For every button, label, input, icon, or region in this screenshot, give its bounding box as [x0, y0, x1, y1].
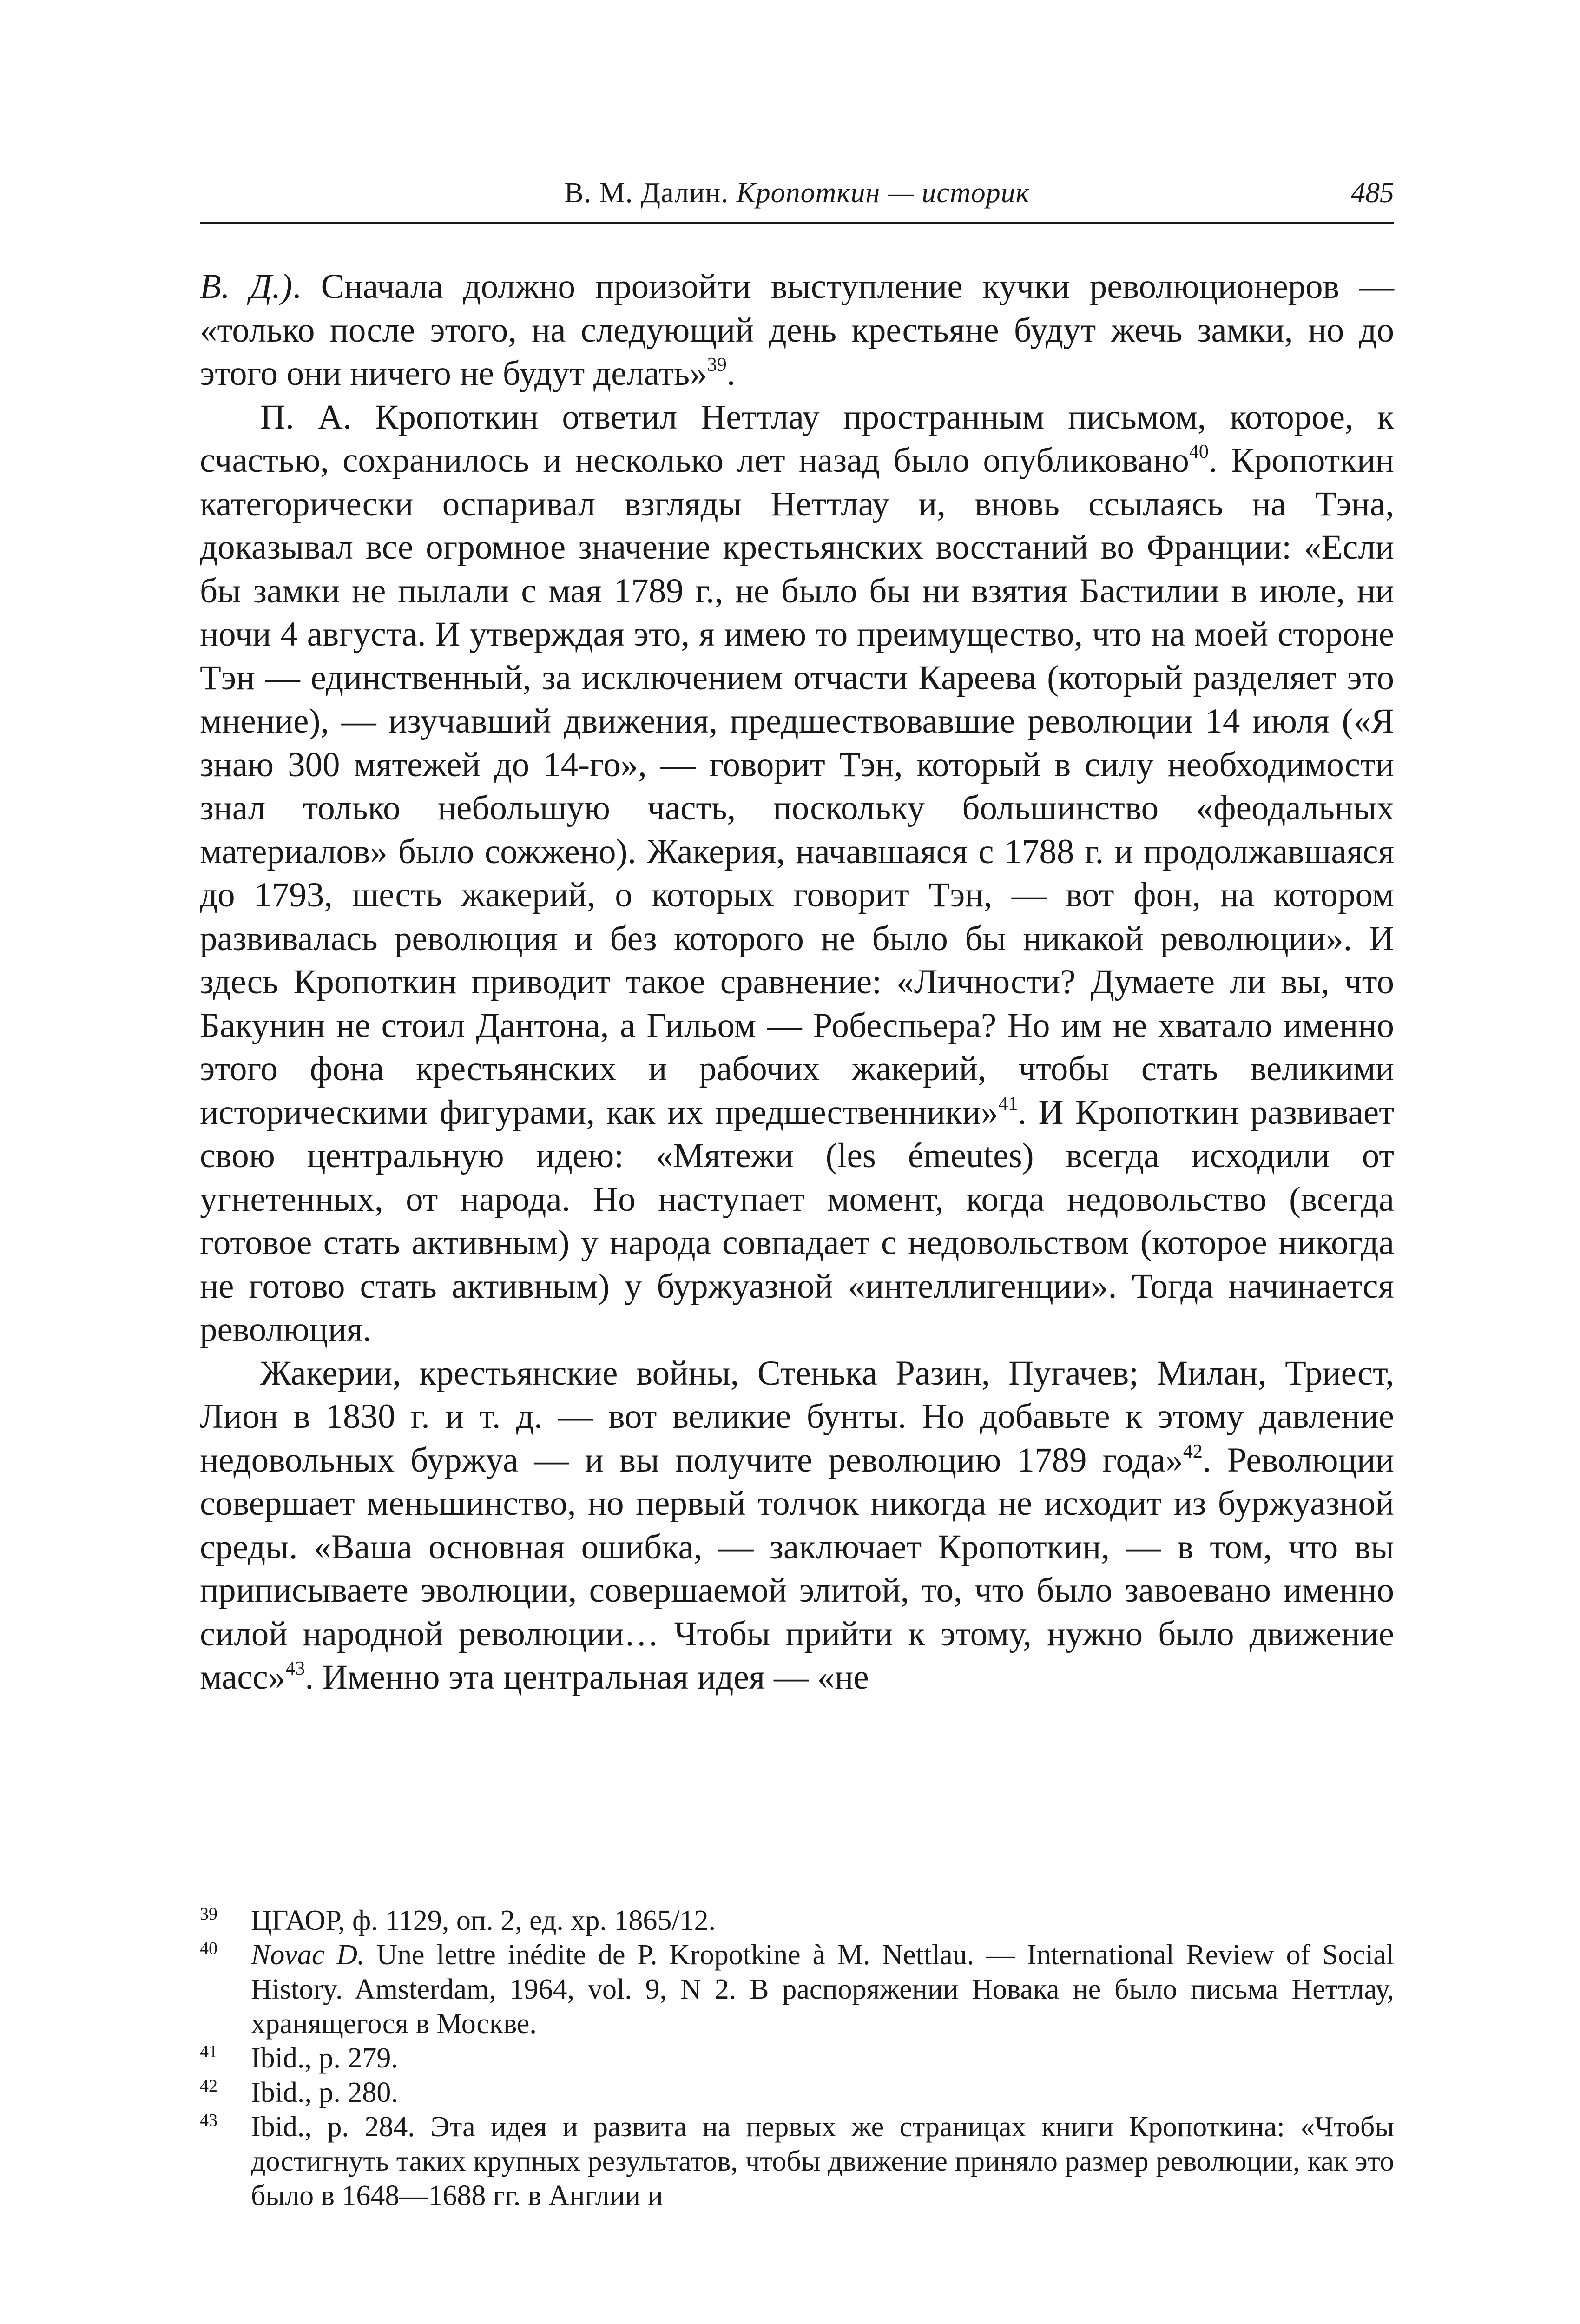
paragraph-text: Жакерии, крестьянские войны, Стенька Разин, Пугачев; Милан, Триест, Лион в 1830 г. и т. д. — вот великие бунты. Но добавьте к этому давление недовольных буржуа — и вы получите революцию 1789 года»: [200, 1353, 1394, 1479]
running-head-author: В. М. Далин.: [564, 177, 729, 209]
page-header: [200, 177, 1394, 228]
footnote-40: [200, 1938, 1394, 2041]
paragraph-lead: В. Д.): [200, 267, 292, 306]
footnote-ref-42[interactable]: 42: [1183, 1440, 1203, 1462]
footnote-text: [251, 1939, 1394, 2040]
paragraph-tail: .: [726, 354, 736, 393]
paragraph-text: П. А. Кропоткин ответил Неттлау пространным письмом, которое, к счастью, сохранилось и несколько лет назад было опубликовано: [200, 397, 1394, 480]
page-number: 485: [1351, 177, 1394, 209]
paragraph-2: [200, 396, 1394, 1352]
footnote-number: 43: [200, 2111, 217, 2130]
footnote-42: [200, 2075, 1394, 2110]
paragraph-1: [200, 265, 1394, 396]
paragraph-tail: . Именно эта центральная идея — «не: [305, 1658, 869, 1697]
footnote-number: 41: [200, 2042, 217, 2061]
running-head-title: Кропоткин — историк: [736, 177, 1030, 209]
footnote-text: Ibid., p. 279.: [251, 2042, 398, 2074]
paragraph-tail: . И Кропоткин развивает свою центральную идею: «Мятежи (les émeutes) всегда исходили от угнетенных, от народа. Но наступает момент, когда недовольство (всегда готовое стать активным) у народа совпадает с недовольством (которое никогда не готово стать активным) у буржуазной «интеллигенции». Тогда начинается революция.: [200, 1093, 1394, 1349]
footnote-43: [200, 2110, 1394, 2213]
footnote-text: ЦГАОР, ф. 1129, оп. 2, ед. хр. 1865/12.: [251, 1905, 716, 1936]
footnote-number: 42: [200, 2076, 217, 2096]
footnote-41: [200, 2041, 1394, 2075]
footnote-number: 40: [200, 1939, 217, 1958]
footnote-citation: Une lettre inédite de P. Kropotkine à M. Nettlau. — International Review of Social History. Amsterdam, 1964, vol. 9, N 2. В распоряжении Новака не было письма Неттлау, хранящегося в Москве.: [251, 1939, 1394, 2040]
footnote-text: Ibid., p. 280.: [251, 2077, 398, 2108]
footnote-ref-41[interactable]: 41: [998, 1093, 1018, 1115]
footnote-ref-40[interactable]: 40: [1189, 441, 1209, 462]
paragraph-text-continued: . Кропоткин категорически оспаривал взгляды Неттлау и, вновь ссылаясь на Тэна, доказывал все огромное значение крестьянских восстаний во Франции: «Если бы замки не пылали с мая 1789 г., не было бы ни взятия Бастилии в июле, ни ночи 4 августа. И утверждая это, я имею то преимущество, что на моей стороне Тэн — единственный, за исключением отчасти Кареева (который разделяет это мнение), — изучавший движения, предшествовавшие революции 14 июля («Я знаю 300 мятежей до 14-го», — говорит Тэн, который в силу необходимости знал только небольшую часть, поскольку большинство «феодальных материалов» было сожжено). Жакерия, начавшаяся с 1788 г. и продолжавшаяся до 1793, шесть жакерий, о которых говорит Тэн, — вот фон, на котором развивалась революция и без которого не было бы никакой революции». И здесь Кропоткин приводит такое сравнение: «Личности? Думаете ли вы, что Бакунин не стоил Дантона, а Гильом — Робеспьера? Но им не хватало именно этого фона крестьянских и рабочих жакерий, чтобы стать великими историческими фигурами, как их предшественники»: [200, 441, 1394, 1132]
footnote-ref-39[interactable]: 39: [707, 354, 727, 376]
footnote-39: [200, 1903, 1394, 1938]
footnote-author: Novac D.: [251, 1939, 365, 1971]
running-head: [200, 177, 1394, 210]
footnotes: [200, 1903, 1394, 2213]
footnote-ref-43[interactable]: 43: [285, 1658, 305, 1679]
footnote-text: Ibid., p. 284. Эта идея и развита на первых же страницах книги Кропоткина: «Чтобы достигнуть таких крупных результатов, чтобы движение приняло размер революции, как это было в 1648—1688 гг. в Англии и: [251, 2111, 1394, 2212]
paragraph-text-continued: . Революции совершает меньшинство, но первый толчок никогда не исходит из буржуазной среды. «Ваша основная ошибка, — заключает Кропоткин, — в том, что вы приписываете эволюции, совершаемой элитой, то, что было завоевано именно силой народной революции… Чтобы прийти к этому, нужно было движение масс»: [200, 1440, 1394, 1697]
footnote-number: 39: [200, 1904, 217, 1924]
paragraph-3: [200, 1352, 1394, 1699]
main-text: [200, 265, 1394, 1699]
header-rule: [200, 222, 1394, 224]
paragraph-text: . Сначала должно произойти выступление кучки революционеров — «только после этого, на следующий день крестьяне будут жечь замки, но до этого они ничего не будут делать»: [200, 267, 1395, 393]
